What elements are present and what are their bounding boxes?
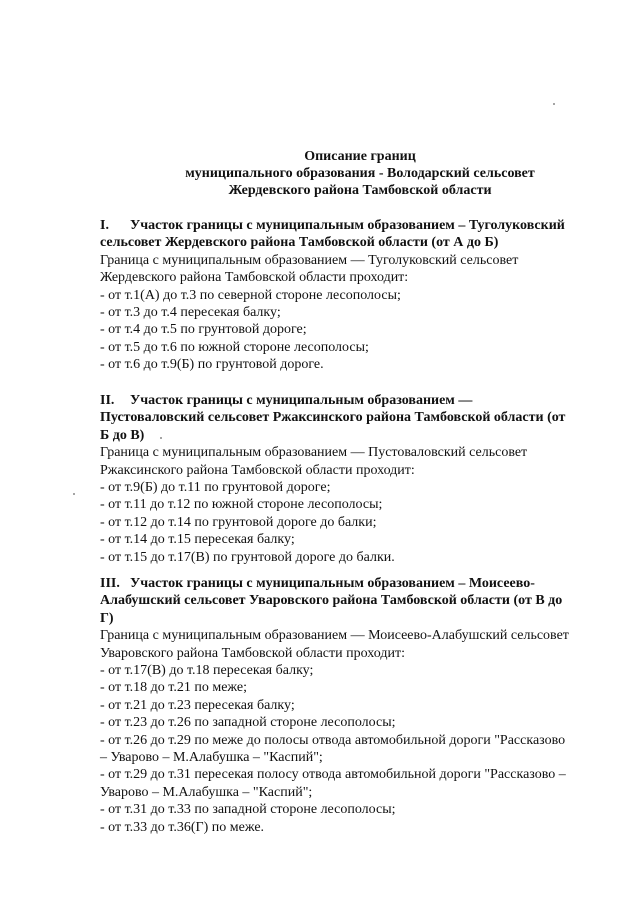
section-3-heading-line-3: Г) bbox=[100, 610, 114, 626]
section-3-heading-line-1: Участок границы с муниципальным образованием – Моисеево- bbox=[130, 576, 535, 591]
section-2-number: II. bbox=[100, 393, 115, 408]
section-3-item: - от т.18 до т.21 по меже; bbox=[100, 680, 248, 696]
title-line-2: муниципального образования - Володарский сельсовет bbox=[185, 166, 535, 181]
title-line-3: Жердевского района Тамбовской области bbox=[228, 183, 492, 198]
section-2-heading-line-2: Пустоваловский сельсовет Ржаксинского района Тамбовской области (от bbox=[100, 410, 566, 426]
section-3-item: - от т.26 до т.29 по меже до полосы отвода автомобильной дороги "Рассказово bbox=[100, 732, 566, 748]
section-1-item: - от т.3 до т.4 пересекая балку; bbox=[100, 305, 281, 321]
section-2-heading-line-3: Б до В) bbox=[100, 427, 145, 443]
section-1-intro-line-1: Граница с муниципальным образованием — Туголуковский сельсовет bbox=[100, 252, 519, 268]
section-2 bbox=[100, 392, 620, 566]
section-3-item: - от т.33 до т.36(Г) по меже. bbox=[100, 819, 265, 835]
section-3-item: Уварово – М.Алабушка – "Каспий"; bbox=[100, 784, 313, 800]
section-2-item: - от т.15 до т.17(В) по грунтовой дороге до балки. bbox=[100, 549, 395, 565]
document-title bbox=[0, 148, 640, 199]
section-3-item: - от т.23 до т.26 по западной стороне лесополосы; bbox=[100, 715, 396, 731]
section-1 bbox=[100, 217, 620, 374]
section-3-item: - от т.29 до т.31 пересекая полосу отвода автомобильной дороги "Рассказово – bbox=[100, 767, 566, 783]
section-2-item: - от т.11 до т.12 по южной стороне лесополосы; bbox=[100, 497, 383, 513]
title-line-1: Описание границ bbox=[304, 149, 416, 164]
section-2-item: - от т.14 до т.15 пересекая балку; bbox=[100, 532, 295, 548]
section-3-heading bbox=[100, 575, 620, 592]
section-1-number: I. bbox=[100, 218, 109, 233]
section-1-item: - от т.1(А) до т.3 по северной стороне лесополосы; bbox=[100, 287, 401, 303]
section-2-item: - от т.9(Б) до т.11 по грунтовой дороге; bbox=[100, 480, 331, 496]
section-2-intro-line-2: Ржаксинского района Тамбовской области проходит: bbox=[100, 462, 415, 478]
section-3-item: - от т.17(В) до т.18 пересекая балку; bbox=[100, 663, 314, 679]
section-1-heading-line-1: Участок границы с муниципальным образованием – Туголуковский bbox=[130, 218, 565, 233]
section-3-item: – Уварово – М.Алабушка – "Каспий"; bbox=[100, 750, 323, 766]
section-1-item: - от т.5 до т.6 по южной стороне лесополосы; bbox=[100, 339, 369, 355]
scan-speck bbox=[160, 437, 162, 439]
section-3-item: - от т.31 до т.33 по западной стороне лесополосы; bbox=[100, 802, 396, 818]
section-3-number: III. bbox=[100, 576, 120, 591]
section-3-heading-line-2: Алабушский сельсовет Уваровского района Тамбовской области (от В до bbox=[100, 593, 563, 609]
section-3-item: - от т.21 до т.23 пересекая балку; bbox=[100, 697, 295, 713]
section-2-intro-line-1: Граница с муниципальным образованием — Пустоваловский сельсовет bbox=[100, 445, 528, 461]
section-3-intro-line-2: Уваровского района Тамбовской области проходит: bbox=[100, 645, 405, 661]
section-3-intro-line-1: Граница с муниципальным образованием — Моисеево-Алабушский сельсовет bbox=[100, 628, 569, 644]
section-1-intro-line-2: Жердевского района Тамбовской области проходит: bbox=[100, 270, 409, 286]
section-1-item: - от т.6 до т.9(Б) по грунтовой дороге. bbox=[100, 357, 324, 373]
section-1-heading bbox=[100, 217, 620, 234]
section-2-heading bbox=[100, 392, 620, 409]
scan-speck bbox=[73, 493, 75, 495]
scan-speck bbox=[553, 103, 555, 105]
section-2-heading-line-1: Участок границы с муниципальным образованием — bbox=[130, 393, 473, 408]
section-3 bbox=[100, 575, 620, 836]
section-2-item: - от т.12 до т.14 по грунтовой дороге до балки; bbox=[100, 514, 377, 530]
section-1-heading-line-2: сельсовет Жердевского района Тамбовской области (от А до Б) bbox=[100, 235, 499, 251]
section-1-item: - от т.4 до т.5 по грунтовой дороге; bbox=[100, 322, 307, 338]
